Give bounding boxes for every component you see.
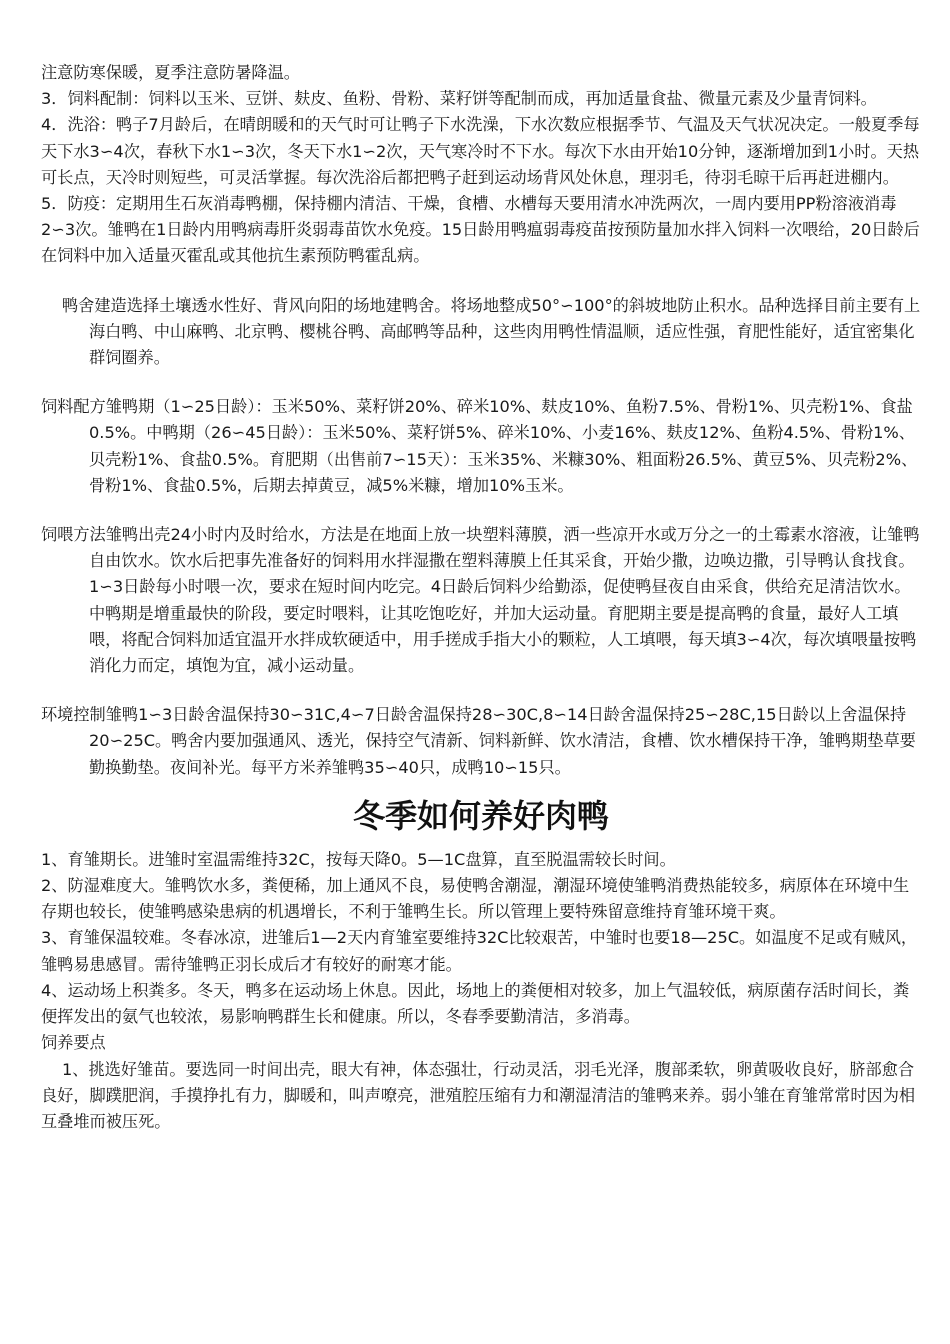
paragraph-moisture: 2、防湿难度大。雏鸭饮水多，粪便稀，加上通风不良，易使鸭舍潮湿，潮湿环境使雏鸭消费热能较多，病原体在环境中生存期也较长，使雏鸭感染患病的机遇增长，不利于雏鸭生长。所以管理上要特殊留意维持育雏环境干爽。 [41,876,910,922]
intro-line: 注意防寒保暖，夏季注意防暑降温。 [41,63,300,82]
document-page [41,60,921,1135]
paragraph-chick-selection: 1、挑选好雏苗。要选同一时间出壳，眼大有神，体态强壮，行动灵活，羽毛光泽，腹部柔软，卵黄吸收良好，脐部愈合良好，脚蹼肥润，手摸挣扎有力，脚暖和，叫声嘹亮，泄殖腔压缩有力和潮湿清洁的雏鸭来养。弱小雏在育雏常常时因为相互叠堆而被压死。 [41,1059,916,1131]
paragraph-feed-preparation: 3．饲料配制：饲料以玉米、豆饼、麸皮、鱼粉、骨粉、菜籽饼等配制而成，再加适量食盐、微量元素及少量青饲料。 [41,89,877,109]
paragraph-insulation: 3、育雏保温较难。冬春冰凉，进雏后1—2天内育雏室要维持32C比较艰苦，中雏时也要18—25C。如温度不足或有贼风，雏鸭易患感冒。需待雏鸭正羽长成后才有较好的耐寒才能。 [41,928,918,974]
paragraph-feeding-method: 饲喂方法雏鸭出壳24小时内及时给水，方法是在地面上放一块塑料薄膜，洒一些凉开水或万分之一的土霉素水溶液，让雏鸭自由饮水。饮水后把事先准备好的饲料用水拌湿撒在塑料薄膜上任其采食，开始少撒，边唤边撒，引导鸭认食找食。1∽3日龄每小时喂一次，要求在短时间内吃完。4日龄后饲料少给勤添，促使鸭昼夜自由采食，供给充足清洁饮水。中鸭期是增重最快的阶段，要定时喂料，让其吃饱吃好，并加大运动量。育肥期主要是提高鸭的食量，最好人工填喂，将配合饲料加适宜温开水拌成软硬适中，用手搓成手指大小的颗粒，人工填喂，每天填3∽4次，每次填喂量按鸭消化力而定，填饱为宜，减小运动量。 [41,525,920,676]
paragraph-epidemic-prevention: 5．防疫：定期用生石灰消毒鸭棚，保持棚内清洁、干燥，食槽、水槽每天要用清水冲洗两次，一周内要用PP粉溶液消毒2∽3次。雏鸭在1日龄内用鸭病毒肝炎弱毒苗饮水免疫。15日龄用鸭瘟弱毒疫苗按预防量加水拌入饲料一次喂给，20日龄后在饲料中加入适量灭霍乱或其他抗生素预防鸭霍乱病。 [41,194,920,266]
section-title: 冬季如何养好肉鸭 [352,796,609,835]
paragraph-bathing: 4．洗浴：鸭子7月龄后，在晴朗暖和的天气时可让鸭子下水洗澡，下水次数应根据季节、气温及天气状况决定。一般夏季每天下水3∽4次，春秋下水1∽3次，冬天下水1∽2次，天气寒冷时不下水。每次下水由开始10分钟，逐渐增加到1小时。天热可长点，天冷时则短些，可灵活掌握。每次洗浴后都把鸭子赶到运动场背风处休息，理羽毛，待羽毛晾干后再赶进棚内。 [41,115,920,187]
subheading-feeding-points: 饲养要点 [41,1033,106,1053]
paragraph-housing: 鸭舍建造选择土壤透水性好、背风向阳的场地建鸭舍。将场地整成50°∽100°的斜坡地防止积水。品种选择目前主要有上海白鸭、中山麻鸭、北京鸭、樱桃谷鸭、高邮鸭等品种，这些肉用鸭性情温顺，适应性强，育肥性能好，适宜密集化群饲圈养。 [62,295,921,368]
paragraph-brooding-period: 1、育雏期长。进雏时室温需维持32C，按每天降0。5—1C盘算，直至脱温需较长时间。 [41,849,676,869]
paragraph-environment: 环境控制雏鸭1∽3日龄舍温保持30∽31C,4∽7日龄舍温保持28∽30C,8∽14日龄舍温保持25∽28C,15日龄以上舍温保持20∽25C。鸭舍内要加强通风、透光，保持空气清新、饲料新鲜、饮水清洁，食槽、饮水槽保持干净，雏鸭期垫草要勤换勤垫。夜间补光。每平方米养雏鸭35∽40只，成鸭10∽15只。 [41,705,916,777]
paragraph-manure: 4、运动场上积粪多。冬天，鸭多在运动场上休息。因此，场地上的粪便相对较多，加上气温较低，病原菌存活时间长，粪便挥发出的氨气也较浓，易影响鸭群生长和健康。所以，冬春季要勤清洁，多消毒。 [41,980,910,1027]
paragraph-feed-formula: 饲料配方雏鸭期（1∽25日龄）：玉米50%、菜籽饼20%、碎米10%、麸皮10%、鱼粉7.5%、骨粉1%、贝壳粉1%、食盐0.5%。中鸭期（26∽45日龄）：玉米50%、菜籽饼5%、碎米10%、小麦16%、麸皮12%、鱼粉4.5%、骨粉1%、贝壳粉1%、食盐0.5%。育肥期（出售前7∽15天）：玉米35%、米糠30%、粗面粉26.5%、黄豆5%、贝壳粉2%、骨粉1%、食盐0.5%，后期去掉黄豆，减5%米糠，增加10%玉米。 [41,397,918,495]
